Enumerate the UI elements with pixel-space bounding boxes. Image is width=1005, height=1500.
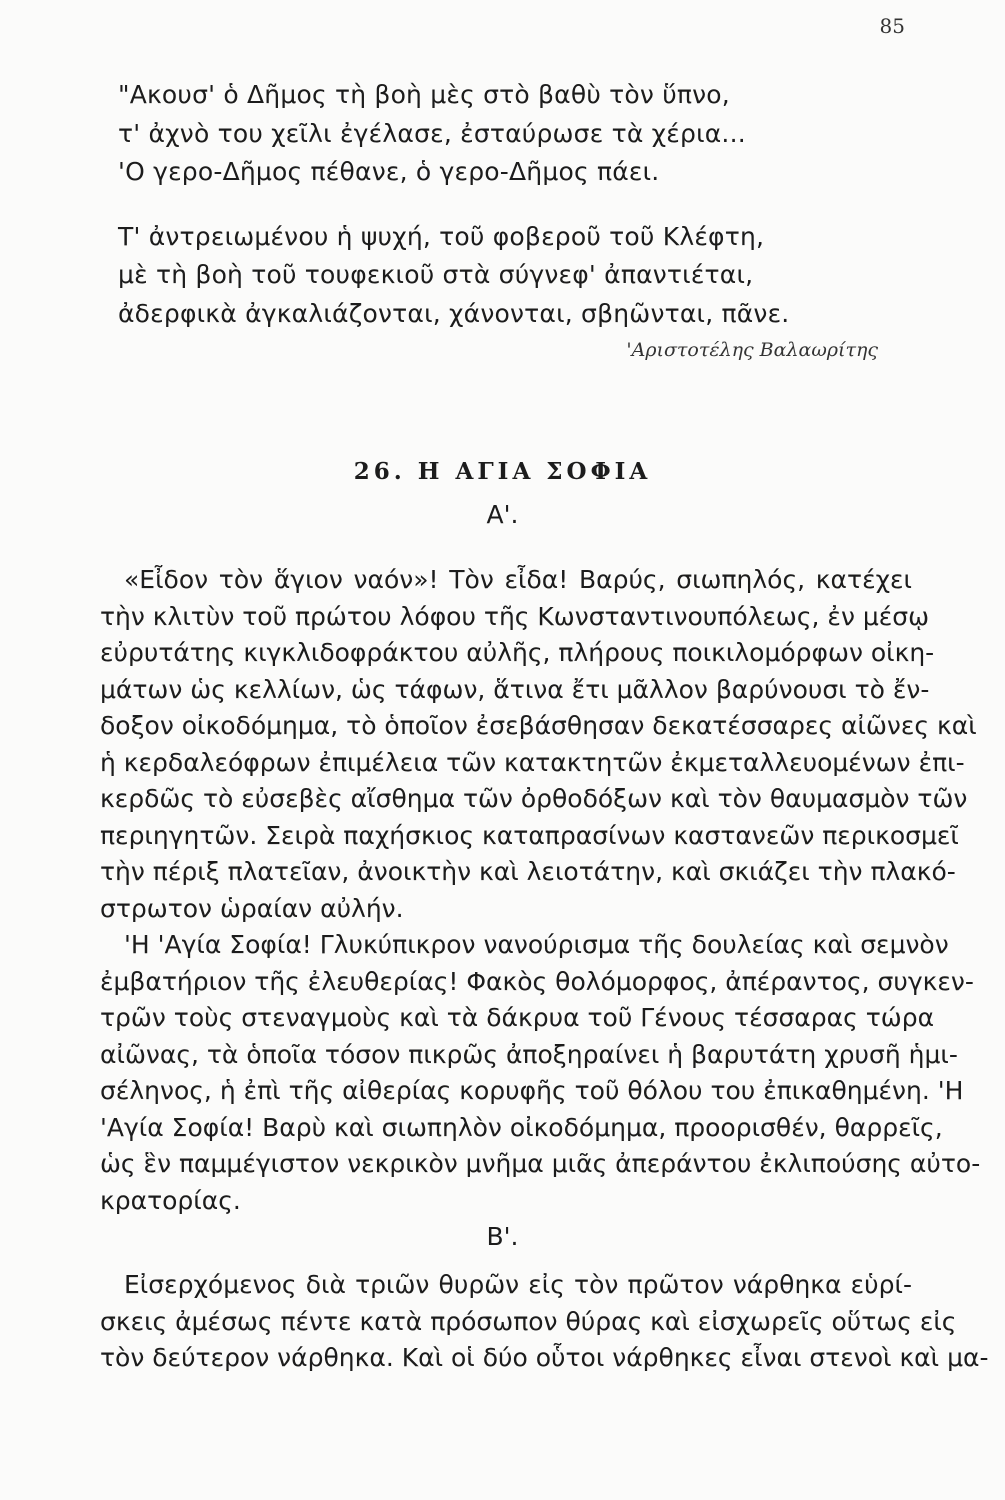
section-heading-a: Α'. <box>486 500 519 529</box>
text-line: Εἰσερχόμενος διὰ τριῶν θυρῶν εἰς τὸν πρῶτον νάρθηκα εὑρί- <box>124 1270 912 1299</box>
poem-line: "Ακουσ' ὁ Δῆμος τὴ βοὴ μὲς στὸ βαθὺ τὸν ὕπνο, <box>118 80 730 109</box>
poem-line: ἀδερφικὰ ἀγκαλιάζονται, χάνονται, σβηῶνται, πᾶνε. <box>118 298 790 328</box>
chapter-title: 26. Η ΑΓΙΑ ΣΟΦΙΑ <box>353 458 652 485</box>
text-line: εὐρυτάτης κιγκλιδοφράκτου αὐλῆς, πλήρους ποικιλομόρφων οἰκη- <box>100 638 935 667</box>
text-line: αἰῶνας, τὰ ὁποῖα τόσον πικρῶς ἀποξηραίνει ἡ βαρυτάτη χρυσῆ ἡμι- <box>100 1039 958 1069</box>
text-line: μάτων ὡς κελλίων, ὡς τάφων, ἅτινα ἔτι μᾶλλον βαρύνουσι τὸ ἔν- <box>100 674 930 704</box>
text-line: τὸν δεύτερον νάρθηκα. Καὶ οἱ δύο οὗτοι νάρθηκες εἶναι στενοὶ καὶ μα- <box>100 1343 989 1372</box>
text-line: τὴν πέριξ πλατεῖαν, ἀνοικτὴν καὶ λειοτάτην, καὶ σκιάζει τὴν πλακό- <box>100 857 956 886</box>
poem-line: τ' ἀχνὸ του χεῖλι ἐγέλασε, ἐσταύρωσε τὰ χέρια... <box>118 118 746 148</box>
text-line: 'Η 'Αγία Σοφία! Γλυκύπικρον νανούρισμα τῆς δουλείας καὶ σεμνὸν <box>124 930 949 959</box>
text-line: σέληνος, ἡ ἐπὶ τῆς αἰθερίας κορυφῆς τοῦ θόλου του ἐπικαθημένη. 'Η <box>100 1076 964 1105</box>
section-a-text <box>100 562 981 1219</box>
text-line: ἡ κερδαλεόφρων ἐπιμέλεια τῶν κατακτητῶν ἐκμεταλλευομένων ἐπι- <box>100 747 965 777</box>
text-line: κρατορίας. <box>100 1185 241 1215</box>
text-line: σκεις ἀμέσως πέντε κατὰ πρόσωπον θύρας καὶ εἰσχωρεῖς οὕτως εἰς <box>100 1306 957 1336</box>
page-number: 85 <box>879 14 905 38</box>
section-heading-b: Β'. <box>486 1222 519 1251</box>
text-line: περιηγητῶν. Σειρὰ παχήσκιος καταπρασίνων καστανεῶν περικοσμεῖ <box>100 820 959 850</box>
poem-stanza-1 <box>118 76 898 192</box>
poem-excerpt <box>118 76 898 361</box>
text-line: τρῶν τοὺς στεναγμοὺς καὶ τὰ δάκρυα τοῦ Γένους τέσσαρας τώρα <box>100 1003 935 1032</box>
text-line: 'Αγία Σοφία! Βαρὺ καὶ σιωπηλὸν οἰκοδόμημα, προορισθέν, θαρρεῖς, <box>100 1112 943 1142</box>
text-line: κερδῶς τὸ εὐσεβὲς αἴσθημα τῶν ὀρθοδόξων καὶ τὸν θαυμασμὸν τῶν <box>100 784 968 813</box>
poem-line: 'Ο γερο-Δῆμος πέθανε, ὁ γερο-Δῆμος πάει. <box>118 157 660 186</box>
text-line: ἐμβατήριον τῆς ἐλευθερίας! Φακὸς θολόμορφος, ἀπέραντος, συγκεν- <box>100 966 974 996</box>
text-line: «Εἶδον τὸν ἅγιον ναόν»! Τὸν εἶδα! Βαρύς, σιωπηλός, κατέχει <box>124 565 912 594</box>
text-line: στρωτον ὡραίαν αὐλήν. <box>100 893 404 923</box>
text-line: δοξον οἰκοδόμημα, τὸ ὁποῖον ἐσεβάσθησαν δεκατέσσαρες αἰῶνες καὶ <box>100 711 977 740</box>
poem-stanza-2 <box>118 218 898 334</box>
text-line: τὴν κλιτὺν τοῦ πρώτου λόφου τῆς Κωνσταντινουπόλεως, ἐν μέσῳ <box>100 601 930 631</box>
section-b-text <box>100 1267 989 1377</box>
text-line: ὡς ἓν παμμέγιστον νεκρικὸν μνῆμα μιᾶς ἀπεράντου ἐκλιπούσης αὐτο- <box>100 1149 981 1178</box>
poem-line: μὲ τὴ βοὴ τοῦ τουφεκιοῦ στὰ σύγνεφ' ἀπαντιέται, <box>118 260 754 289</box>
poem-line: Τ' ἀντρειωμένου ἡ ψυχή, τοῦ φοβεροῦ τοῦ Κλέφτη, <box>118 221 765 251</box>
poem-author: 'Αριστοτέλης Βαλαωρίτης <box>626 339 878 361</box>
